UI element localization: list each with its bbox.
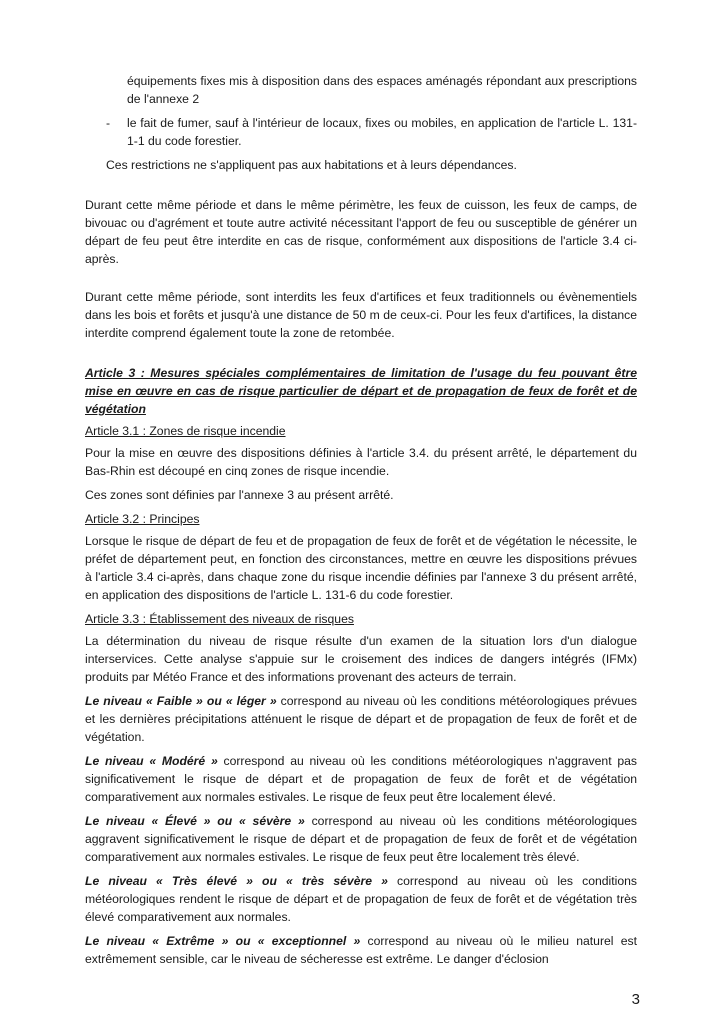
level-faible [85, 692, 637, 746]
level-eleve-text: correspond au niveau où les conditions météorologiques aggravent significativement le risque de départ et de propagation de feux de forêt et de végétation comparativement aux normales estivales. Le risque de feux peut être localement très élevé. [85, 814, 637, 864]
level-extreme-text: correspond au niveau où le milieu naturel est extrêmement sensible, car le niveau de sécheresse est extrême. Le danger d'éclosion [85, 934, 637, 966]
article-3-1-paragraph-1: Pour la mise en œuvre des dispositions définies à l'article 3.4. du présent arrêté, le département du Bas-Rhin est découpé en cinq zones de risque incendie. [85, 446, 637, 478]
article-3-2-title: Article 3.2 : Principes [85, 512, 200, 526]
list-item-bullet [85, 114, 637, 150]
level-eleve-label: Le niveau « Élevé » ou « sévère » [85, 814, 305, 828]
bullet-dash: - [106, 116, 111, 130]
level-tres-eleve [85, 872, 637, 926]
level-tres-eleve-text: correspond au niveau où les conditions météorologiques rendent le risque de départ et de propagation de feux de forêt et de végétation très élevé comparativement aux normales. [85, 874, 637, 924]
article-3-title: Article 3 : Mesures spéciales complémentaires de limitation de l'usage du feu pouvant être mise en œuvre en cas de risque particulier de départ et de propagation de feux de forêt et de végétation [85, 366, 637, 416]
level-extreme-label: Le niveau « Extrême » ou « exceptionnel » [85, 934, 361, 948]
level-faible-label: Le niveau « Faible » ou « léger » [85, 694, 277, 708]
article-3-2-paragraph-1: Lorsque le risque de départ de feu et de propagation de feux de forêt et de végétation le nécessite, le préfet de département peut, en fonction des circonstances, mettre en œuvre les dispositions prévues à l'article 3.4 ci-après, dans chaque zone du risque incendie définies par l'annexe 3 du présent arrêté, en application des dispositions de l'article L. 131-6 du code forestier. [85, 534, 637, 602]
bullet-text: le fait de fumer, sauf à l'intérieur de locaux, fixes ou mobiles, en application de l'article L. 131-1-1 du code forestier. [127, 116, 637, 148]
level-tres-eleve-label: Le niveau « Très élevé » ou « très sévère » [85, 874, 388, 888]
level-extreme [85, 932, 637, 968]
article-3-1-paragraph-2: Ces zones sont définies par l'annexe 3 au présent arrêté. [85, 488, 394, 502]
paragraph-feux-artifices: Durant cette même période, sont interdits les feux d'artifices et feux traditionnels ou évènementiels dans les bois et forêts et jusqu'à une distance de 50 m de ceux-ci. Pour les feux d'artifices, la distance interdite comprend également toute la zone de retombée. [85, 290, 637, 340]
document-page [85, 72, 637, 968]
list-item-continuation: équipements fixes mis à disposition dans des espaces aménagés répondant aux prescriptions de l'annexe 2 [127, 74, 637, 106]
paragraph-feux-cuisson: Durant cette même période et dans le même périmètre, les feux de cuisson, les feux de camps, de bivouac ou d'agrément et toute autre activité nécessitant l'apport de feu ou susceptible de générer un départ de feu peut être interdite en cas de risque, conformément aux dispositions de l'article 3.4 ci-après. [85, 198, 637, 266]
level-modere-text: correspond au niveau où les conditions météorologiques n'aggravent pas significativement le risque de départ et de propagation de feux de forêt et de végétation comparativement aux normales estivales. Le risque de feux peut être localement élevé. [85, 754, 637, 804]
level-modere-label: Le niveau « Modéré » [85, 754, 218, 768]
level-eleve [85, 812, 637, 866]
page-number: 3 [631, 991, 640, 1008]
level-modere [85, 752, 637, 806]
article-3-3-paragraph-1: La détermination du niveau de risque résulte d'un examen de la situation lors d'un dialogue interservices. Cette analyse s'appuie sur le croisement des indices de dangers intégrés (IFMx) produits par Météo France et des informations provenant des acteurs de terrain. [85, 634, 637, 684]
restrictions-note: Ces restrictions ne s'appliquent pas aux habitations et à leurs dépendances. [106, 158, 517, 172]
article-3-3-title: Article 3.3 : Établissement des niveaux de risques [85, 612, 354, 626]
level-faible-text: correspond au niveau où les conditions météorologiques prévues et les dernières précipitations atténuent le risque de départ et de propagation de feux de forêt et de végétation. [85, 694, 637, 744]
article-3-1-title: Article 3.1 : Zones de risque incendie [85, 424, 286, 438]
